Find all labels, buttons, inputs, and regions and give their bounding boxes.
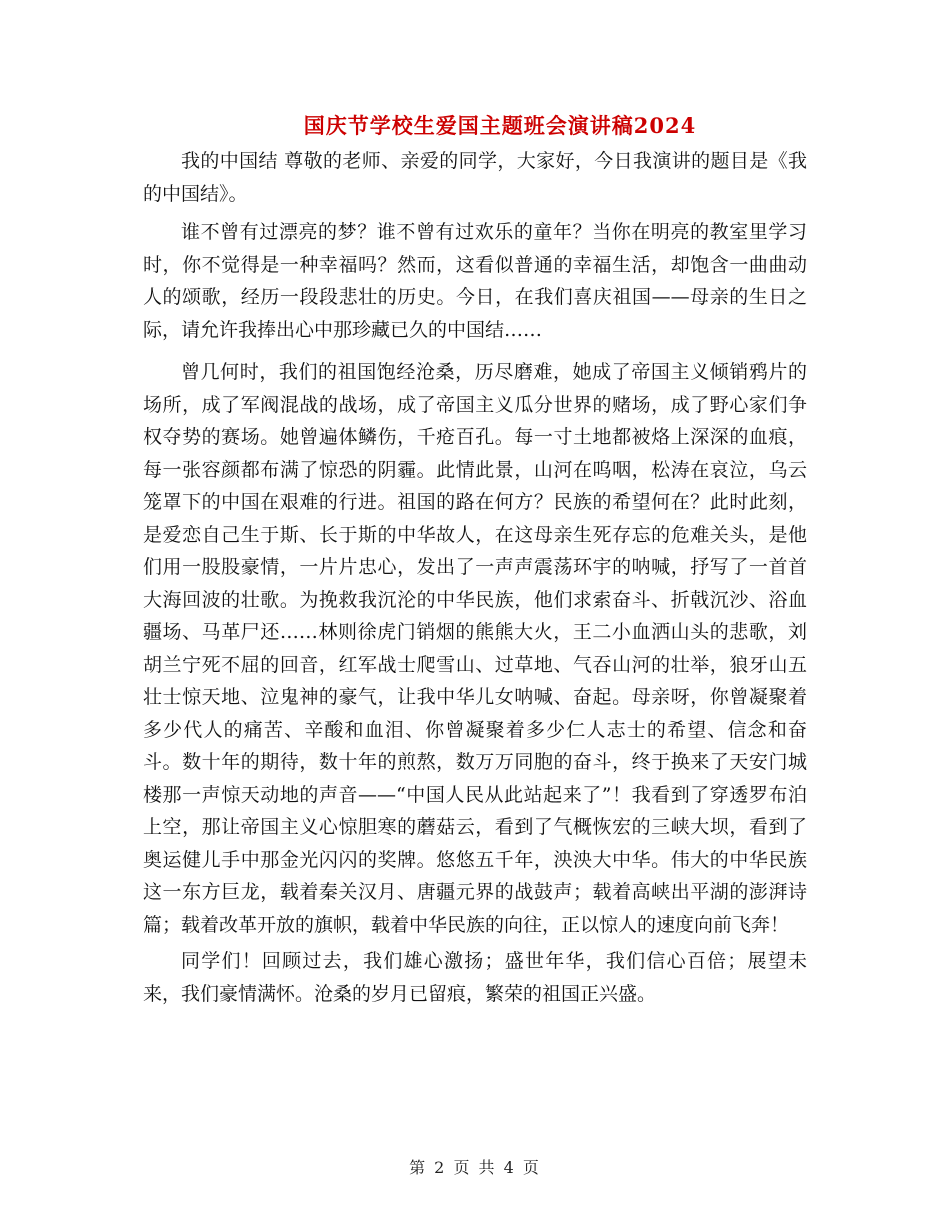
page-number-footer: 第 2 页 共 4 页	[409, 1158, 541, 1177]
paragraph-dream: 谁不曾有过漂亮的梦？谁不曾有过欢乐的童年？当你在明亮的教室里学习时，你不觉得是一种幸福吗？然而，这看似普通的幸福生活，却饱含一曲曲动人的颂歌，经历一段段悲壮的历史。今日，在我们喜庆祖国——母亲的生日之际，请允许我捧出心中那珍藏已久的中国结……	[143, 221, 807, 341]
document-body	[143, 145, 807, 1016]
paragraph-history: 曾几何时，我们的祖国饱经沧桑，历尽磨难，她成了帝国主义倾销鸦片的场所，成了军阀混战的战场，成了帝国主义瓜分世界的赌场，成了野心家们争权夺势的赛场。她曾遍体鳞伤，千疮百孔。每一寸土地都被烙上深深的血痕，每一张容颜都布满了惊恐的阴霾。此情此景，山河在呜咽，松涛在哀泣，乌云笼罩下的中国在艰难的行进。祖国的路在何方？民族的希望何在？此时此刻，是爱恋自己生于斯、长于斯的中华故人，在这母亲生死存忘的危难关头，是他们用一股股豪情，一片片忠心，发出了一声声震荡环宇的呐喊，抒写了一首首大海回波的壮歌。为挽救我沉沦的中华民族，他们求索奋斗、折戟沉沙、浴血疆场、马革尸还……林则徐虎门销烟的熊熊大火，王二小血洒山头的悲歌，刘胡兰宁死不屈的回音，红军战士爬雪山、过草地、气吞山河的壮举，狼牙山五壮士惊天地、泣鬼神的豪气，让我中华儿女呐喊、奋起。母亲呀，你曾凝聚着多少代人的痛苦、辛酸和血泪、你曾凝聚着多少仁人志士的希望、信念和奋斗。数十年的期待，数十年的煎熬，数万万同胞的奋斗，终于换来了天安门城楼那一声惊天动地的声音——“中国人民从此站起来了”！我看到了穿透罗布泊上空，那让帝国主义心惊胆寒的蘑菇云，看到了气概恢宏的三峡大坝，看到了奥运健儿手中那金光闪闪的奖牌。悠悠五千年，泱泱大中华。伟大的中华民族这一东方巨龙，载着秦关汉月、唐疆元界的战鼓声；载着高峡出平湖的澎湃诗篇；载着改革开放的旗帜，载着中华民族的向往，正以惊人的速度向前飞奔！	[143, 361, 807, 936]
paragraph-closing: 同学们！回顾过去，我们雄心激扬；盛世年华，我们信心百倍；展望未来，我们豪情满怀。沧桑的岁月已留痕，繁荣的祖国正兴盛。	[143, 950, 807, 1005]
document-title: 国庆节学校生爱国主题班会演讲稿2024	[303, 113, 697, 138]
paragraph-intro: 我的中国结 尊敬的老师、亲爱的同学，大家好，今日我演讲的题目是《我的中国结》。	[143, 150, 807, 205]
